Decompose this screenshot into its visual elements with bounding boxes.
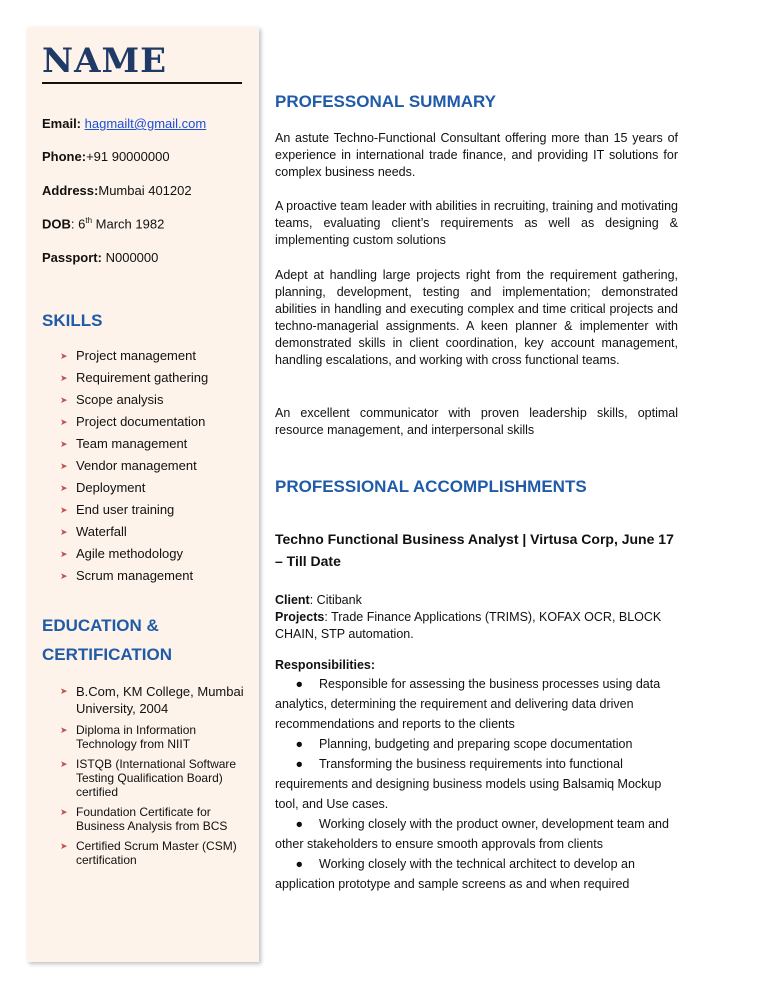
summary-paragraph: An astute Techno-Functional Consultant offering more than 15 years of experience in international trade finance, and providing IT solutions for complex business needs. [275,131,678,179]
client-line [275,592,678,609]
address-line [42,183,192,198]
name-divider [42,82,242,84]
candidate-name: NAME [42,41,168,81]
list-item: ➤ End user training [42,499,252,521]
list-item: ➤ ISTQB (International Software Testing Qualification Board) certified [60,757,237,799]
arrow-bullet-icon: ➤ [60,841,68,851]
list-item: ➤ Project management [42,345,252,367]
arrow-bullet-icon: ➤ [60,439,68,449]
phone-label: Phone: [42,149,87,164]
list-item: ➤ Foundation Certificate for Business Analysis from BCS [60,805,228,833]
dob-label: DOB [42,216,71,232]
dot-bullet-icon: ● [295,737,317,751]
arrow-bullet-icon: ➤ [60,571,68,581]
list-item: ➤ Vendor management [42,455,252,477]
list-item: ➤ Waterfall [42,521,252,543]
arrow-bullet-icon: ➤ [60,395,68,405]
summary-paragraph: Adept at handling large projects right from the requirement gathering, planning, development, testing and implementation; demonstrated abilities in handling and executing complex and time critical projects and techno-managerial assignments. A keen planner & implementer with demonstrated skills in client coordination, key account management, handling escalations, and working with cross functional teams. [275,268,678,367]
dob-rest: March 1982 [95,216,165,232]
summary-paragraph: A proactive team leader with abilities in recruiting, training and motivating teams, evaluating client’s requirements as well as designing & implementing custom solutions [275,199,678,247]
education-list [42,683,257,873]
responsibility-item: ● Planning, budgeting and preparing scope documentation [275,734,678,754]
list-item: ➤ Agile methodology [42,543,252,565]
list-item: ➤ B.Com, KM College, Mumbai University, 2004 [60,684,244,716]
job-title: Techno Functional Business Analyst | Virtusa Corp, June 17 – Till Date [275,531,674,569]
arrow-bullet-icon: ➤ [60,549,68,559]
passport-label: Passport: [42,250,102,265]
arrow-bullet-icon: ➤ [60,351,68,361]
arrow-bullet-icon: ➤ [60,725,68,735]
address-label: Address: [42,183,99,198]
arrow-bullet-icon: ➤ [60,527,68,537]
client-label: Client [275,593,310,607]
list-item: ➤ Scope analysis [42,389,252,411]
email-label: Email: [42,116,82,131]
arrow-bullet-icon: ➤ [60,483,68,493]
skills-list [42,345,252,587]
arrow-bullet-icon: ➤ [60,759,68,769]
skills-heading: SKILLS [42,311,103,330]
arrow-bullet-icon: ➤ [60,373,68,383]
education-heading [42,611,172,669]
phone-value: +91 90000000 [86,149,170,164]
sidebar [27,27,259,962]
address-value: Mumbai 401202 [98,183,192,198]
dot-bullet-icon: ● [295,757,317,771]
summary-heading: PROFESSONAL SUMMARY [275,92,497,111]
education-heading-line2: CERTIFICATION [42,645,173,664]
client-value: : Citibank [309,593,362,607]
list-item: ➤ Project documentation [42,411,252,433]
dob-suffix: th [85,216,93,225]
arrow-bullet-icon: ➤ [60,461,68,471]
arrow-bullet-icon: ➤ [60,417,68,427]
dot-bullet-icon: ● [295,677,317,691]
list-item: ➤ Scrum management [42,565,252,587]
responsibility-item: ● Responsible for assessing the business processes using data analytics, determining the requirement and delivering data driven recommendations and reports to the clients [275,674,678,734]
passport-line [42,250,158,265]
education-heading-line1: EDUCATION & [42,616,159,635]
list-item: ➤ Requirement gathering [42,367,252,389]
arrow-bullet-icon: ➤ [60,807,68,817]
responsibilities-heading: Responsibilities: [275,658,376,672]
responsibility-item: ● Working closely with the product owner, development team and other stakeholders to ensure smooth approvals from clients [275,814,678,854]
dot-bullet-icon: ● [295,857,317,871]
list-item: ➤ Deployment [42,477,252,499]
list-item: ➤ Diploma in Information Technology from NIIT [60,723,197,751]
arrow-bullet-icon: ➤ [60,686,68,696]
email-line [42,116,206,131]
dot-bullet-icon: ● [295,817,317,831]
projects-line [275,609,678,643]
arrow-bullet-icon: ➤ [60,505,68,515]
email-link[interactable]: hagmailt@gmail.com [84,116,207,131]
projects-label: Projects [275,610,325,624]
accomplishments-heading: PROFESSIONAL ACCOMPLISHMENTS [275,477,587,496]
phone-line [42,149,170,164]
passport-value: N000000 [105,250,159,265]
responsibility-item: ● Working closely with the technical architect to develop an application prototype and sample screens as and when required [275,854,678,894]
responsibility-item: ● Transforming the business requirements into functional requirements and designing business models using Balsamiq Mockup tool, and Use cases. [275,754,678,814]
list-item: ➤ Certified Scrum Master (CSM) certification [60,839,237,867]
projects-value: : Trade Finance Applications (TRIMS), KOFAX OCR, BLOCK CHAIN, STP automation. [275,610,662,641]
summary-paragraph: An excellent communicator with proven leadership skills, optimal resource management, and interpersonal skills [275,406,678,437]
list-item: ➤ Team management [42,433,252,455]
dob-day: 6 [78,216,86,232]
dob-line: DOB: 6th March 1982 [42,216,165,232]
